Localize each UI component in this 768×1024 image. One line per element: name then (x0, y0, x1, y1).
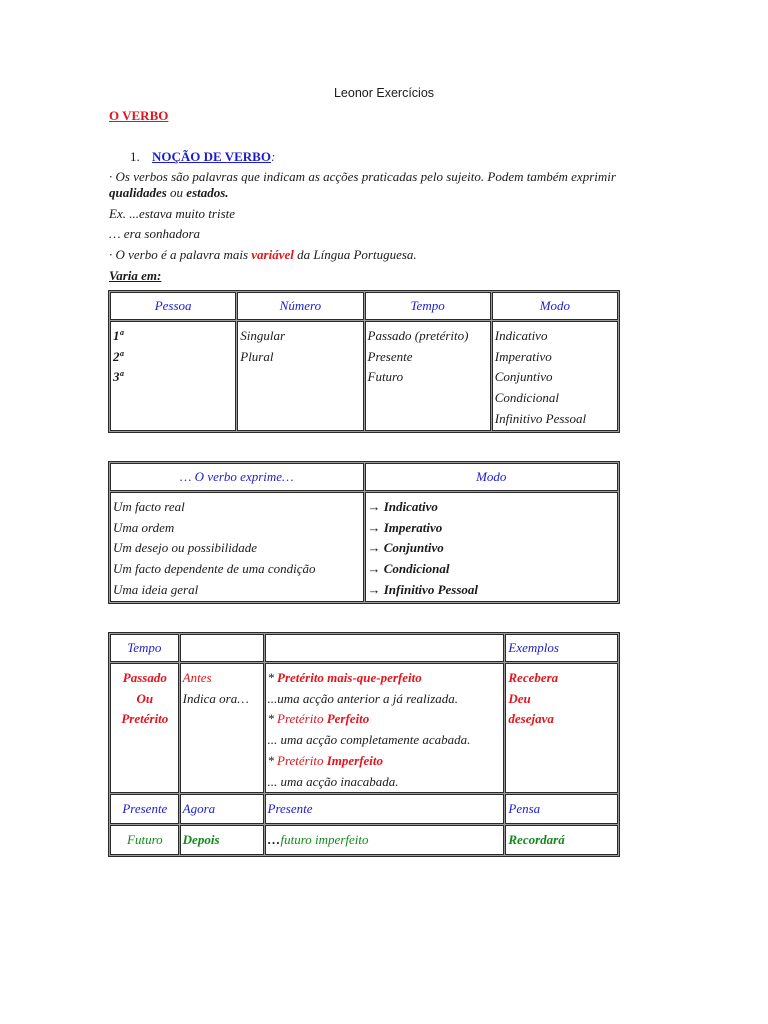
header-pessoa: Pessoa (110, 292, 236, 320)
tense-name: Passado (122, 670, 167, 685)
arrow-icon: → (367, 540, 381, 556)
form-description: ...uma acção anterior a já realizada. (267, 690, 459, 706)
list-item (368, 518, 617, 539)
list-item (368, 559, 617, 580)
form-label: Presente (265, 794, 505, 824)
ellipsis-prefix: … (267, 832, 281, 848)
form-description: ... uma acção inacabada. (267, 773, 399, 789)
list-item: Um facto real (113, 499, 185, 514)
list-item: Uma ordem (113, 519, 175, 535)
list-item (368, 580, 617, 601)
form-title (268, 668, 503, 689)
header-modo: Modo (492, 292, 618, 320)
form-plain: Pretérito (277, 711, 327, 727)
list-item (368, 497, 617, 518)
table-row (110, 321, 618, 431)
line3-before: · O verbo é a palavra mais (109, 247, 252, 262)
meaning-cell (110, 492, 364, 602)
list-item: Singular (240, 328, 286, 343)
asterisk: * (267, 711, 274, 727)
header-tempo: Tempo (110, 634, 179, 662)
term-variavel: variável (251, 247, 294, 262)
table-header-row (110, 292, 618, 320)
list-item: Conjuntivo (494, 369, 553, 385)
header-modo: Modo (365, 463, 619, 491)
mode-label: Infinitivo Pessoal (383, 581, 479, 597)
form-title (268, 709, 503, 730)
form-description: ... uma acção completamente acabada. (267, 732, 471, 748)
example-word: Pensa (505, 794, 618, 824)
form-bold: Imperfeito (326, 752, 384, 768)
numero-cell (237, 321, 363, 431)
tense-name: Futuro (110, 825, 179, 855)
expressions-table (108, 461, 620, 604)
term-estados: estados. (186, 185, 229, 200)
list-item: Um facto dependente de uma condição (113, 561, 316, 577)
section-number: 1. (130, 149, 140, 164)
varia-em-label: Varia em: (109, 268, 162, 283)
form-bold: Perfeito (326, 711, 370, 727)
intro-line-2 (109, 185, 229, 201)
list-item: Presente (367, 348, 413, 364)
list-item: Imperativo (494, 348, 552, 364)
examples-cell (505, 663, 618, 793)
section-title: NOÇÃO DE VERBO (152, 149, 271, 164)
tense-name: Ou (136, 690, 154, 706)
example-word: Recordará (505, 825, 618, 855)
tense-name: Presente (110, 794, 179, 824)
example-line-1: Ex. ...estava muito triste (109, 206, 236, 221)
forms-cell (265, 663, 505, 793)
arrow-icon: → (367, 519, 381, 535)
asterisk: * (267, 670, 274, 685)
table-header-row (110, 463, 618, 491)
list-item: Infinitivo Pessoal (494, 410, 587, 426)
list-item: Plural (240, 348, 274, 364)
header-empty (180, 634, 264, 662)
mode-label: Conjuntivo (383, 540, 444, 556)
example-line-2: … era sonhadora (109, 226, 201, 241)
list-item: 2ª (113, 348, 123, 364)
mode-label: Imperativo (383, 519, 443, 535)
when-cell (180, 663, 264, 793)
asterisk: * (267, 752, 274, 768)
form-plain: Pretérito (277, 752, 327, 768)
modo-cell (492, 321, 618, 431)
table-header-row (110, 634, 618, 662)
form-cell (265, 825, 505, 855)
example-word: desejava (508, 711, 554, 727)
arrow-icon: → (367, 581, 381, 597)
list-item (368, 538, 617, 559)
header-tempo: Tempo (365, 292, 491, 320)
line3-after: da Língua Portuguesa. (293, 247, 417, 262)
section-colon: : (270, 149, 276, 164)
example-word: Deu (508, 690, 531, 706)
list-item: Uma ideia geral (113, 581, 199, 597)
tenses-table (108, 632, 620, 857)
list-item: Um desejo ou possibilidade (113, 540, 258, 556)
connector-ou: ou (166, 185, 187, 200)
term-qualidades: qualidades (109, 185, 167, 200)
table-row (110, 492, 618, 602)
list-item: Futuro (367, 369, 404, 385)
mode-label: Condicional (383, 561, 450, 577)
tempo-cell (365, 321, 491, 431)
main-heading: O VERBO (109, 108, 169, 123)
when-note: Indica ora… (182, 690, 249, 706)
arrow-icon: → (367, 561, 381, 577)
table-row-futuro (110, 825, 618, 855)
list-item: 3ª (113, 369, 123, 385)
list-item: Passado (pretérito) (367, 328, 469, 343)
when-label: Antes (182, 670, 212, 685)
table-row-presente (110, 794, 618, 824)
list-item: Condicional (494, 390, 560, 406)
example-word: Recebera (508, 670, 559, 685)
header-numero: Número (237, 292, 363, 320)
document-header-title: Leonor Exercícios (333, 86, 435, 100)
when-label: Agora (180, 794, 264, 824)
mode-cell (365, 492, 619, 602)
list-item: 1ª (113, 328, 123, 343)
arrow-icon: → (367, 499, 381, 514)
pessoa-cell (110, 321, 236, 431)
mode-label: Indicativo (383, 499, 438, 514)
form-title (268, 751, 503, 772)
form-bold: Pretérito mais-que-perfeito (277, 670, 422, 685)
intro-line-3 (109, 247, 417, 263)
when-label: Depois (180, 825, 264, 855)
intro-line-1: · Os verbos são palavras que indicam as acções praticadas pelo sujeito. Podem também exprimir (109, 169, 616, 184)
form-label: futuro imperfeito (280, 832, 369, 848)
table-row-passado (110, 663, 618, 793)
section-heading (130, 149, 275, 165)
header-exprime: … O verbo exprime… (110, 463, 364, 491)
header-exemplos: Exemplos (505, 634, 618, 662)
tense-name-cell (110, 663, 179, 793)
categories-table (108, 290, 620, 433)
list-item: Indicativo (494, 328, 548, 343)
tense-name: Pretérito (121, 711, 169, 727)
header-empty (265, 634, 505, 662)
